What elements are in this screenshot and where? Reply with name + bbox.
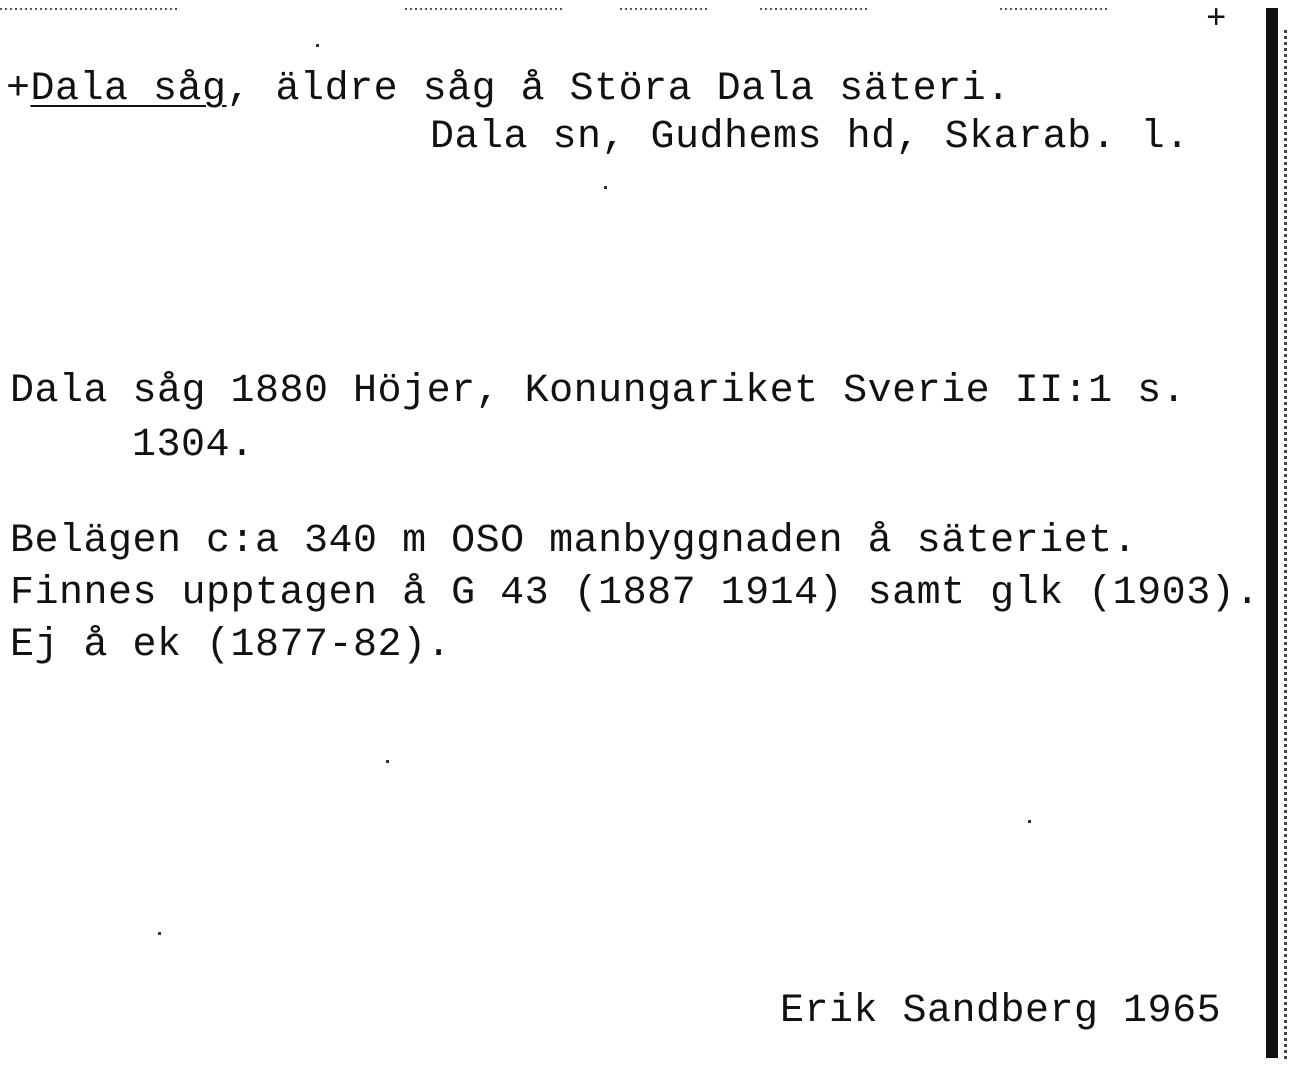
heading-rest: , äldre såg å Störa Dala säteri. bbox=[226, 67, 1011, 112]
paper-speck bbox=[158, 932, 161, 935]
description-line-2: Finnes upptagen å G 43 (1887 1914) samt glk (1903). bbox=[10, 571, 1260, 616]
paper-speck bbox=[604, 186, 607, 189]
source-line-1: Dala såg 1880 Höjer, Konungariket Sverie II:1 s. bbox=[10, 369, 1187, 414]
heading-prefix: + bbox=[6, 67, 31, 112]
paper-speck bbox=[386, 760, 389, 763]
top-edge-marks bbox=[0, 8, 180, 10]
heading-name: Dala såg bbox=[30, 67, 227, 112]
paper-speck bbox=[316, 44, 319, 47]
top-edge-marks bbox=[405, 8, 565, 10]
card-heading bbox=[6, 68, 1011, 112]
source-line-2: 1304. bbox=[132, 423, 255, 468]
description-line-3: Ej å ek (1877-82). bbox=[10, 623, 452, 668]
top-edge-marks bbox=[760, 8, 870, 10]
location-line: Dala sn, Gudhems hd, Skarab. l. bbox=[430, 115, 1190, 160]
description-line-1: Belägen c:a 340 m OSO manbyggnaden å säteriet. bbox=[10, 519, 1138, 564]
top-edge-marks bbox=[1000, 8, 1110, 10]
card-edge-shadow bbox=[1284, 30, 1287, 1060]
paper-speck bbox=[1028, 820, 1031, 823]
card-edge-bar bbox=[1266, 8, 1278, 1058]
signature: Erik Sandberg 1965 bbox=[780, 989, 1222, 1034]
top-edge-marks bbox=[620, 8, 710, 10]
corner-plus-mark: + bbox=[1206, 1, 1227, 39]
